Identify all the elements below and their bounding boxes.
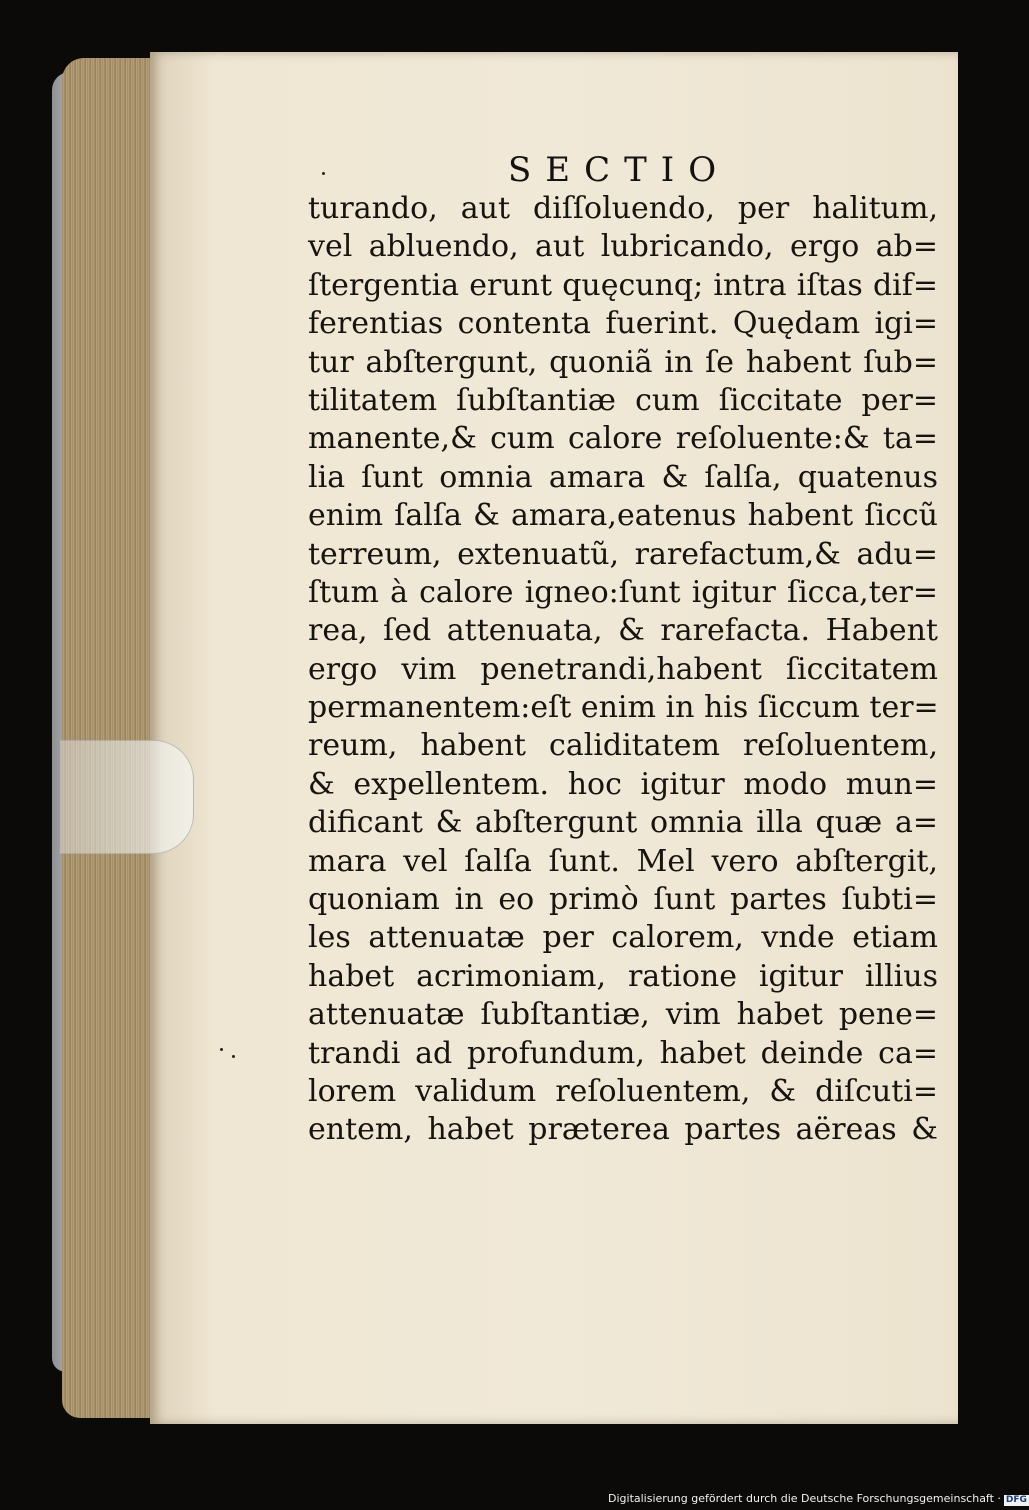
body-text: [308, 190, 938, 1150]
text-line: ergo vim penetrandi,habent ſiccitatem: [308, 651, 938, 687]
ink-speck: [232, 1055, 235, 1058]
text-line: tur abſtergunt, quoniã in ſe habent ſub=: [308, 344, 938, 380]
text-line: manente,& cum calore reſoluente:& ta=: [308, 421, 938, 457]
text-line: permanentem:eſt enim in his ſiccum ter=: [308, 690, 939, 726]
text-line: & expellentem. hoc igitur modo mun=: [308, 766, 938, 802]
digitization-credit: [608, 1492, 1029, 1506]
text-line: attenuatæ ſubſtantiæ, vim habet pene=: [308, 997, 938, 1033]
text-line: ſtergentia erunt quęcunq; intra iſtas dif=: [308, 267, 938, 303]
text-line: enim ſalſa & amara,eatenus habent ſiccũ: [308, 498, 938, 534]
footer-text: Digitalisierung gefördert durch die Deutsche Forschungsgemeinschaft ·: [608, 1492, 1001, 1505]
text-line: lia ſunt omnia amara & ſalſa, quatenus: [308, 459, 938, 495]
text-line: rea, ſed attenuata, & rarefacta. Habent: [308, 613, 938, 649]
text-line: ſtum à calore igneo:ſunt igitur ſicca,ter=: [308, 574, 938, 610]
page-clip: [60, 740, 194, 854]
text-line: terreum, extenuatũ, rarefactum,& adu=: [308, 536, 938, 572]
text-line: turando, aut diſſoluendo, per halitum,: [308, 191, 938, 226]
text-line: ferentias contenta fuerint. Quędam igi=: [308, 306, 938, 342]
text-line: habet acrimoniam, ratione igitur illius: [308, 958, 938, 994]
text-line: dificant & abſtergunt omnia illa quæ a=: [308, 805, 938, 841]
text-line: lorem validum reſoluentem, & diſcuti=: [308, 1073, 938, 1109]
text-line: reum, habent caliditatem reſoluentem,: [308, 728, 938, 764]
text-line: les attenuatæ per calorem, vnde etiam: [308, 920, 938, 956]
text-line: trandi ad profundum, habet deinde ca=: [308, 1035, 938, 1071]
text-line: quoniam in eo primò ſunt partes ſubti=: [308, 882, 938, 918]
text-line: mara vel ſalſa ſunt. Mel vero abſtergit,: [308, 843, 938, 879]
dfg-logo-icon: DFG: [1005, 1495, 1027, 1505]
running-header: SECTIO: [508, 150, 731, 190]
text-line: tilitatem ſubſtantiæ cum ſiccitate per=: [308, 382, 938, 418]
text-line: vel abluendo, aut lubricando, ergo ab=: [308, 229, 938, 265]
ink-speck: [220, 1048, 223, 1051]
ink-speck: [322, 172, 325, 175]
text-line: entem, habet præterea partes aëreas &: [308, 1112, 938, 1148]
